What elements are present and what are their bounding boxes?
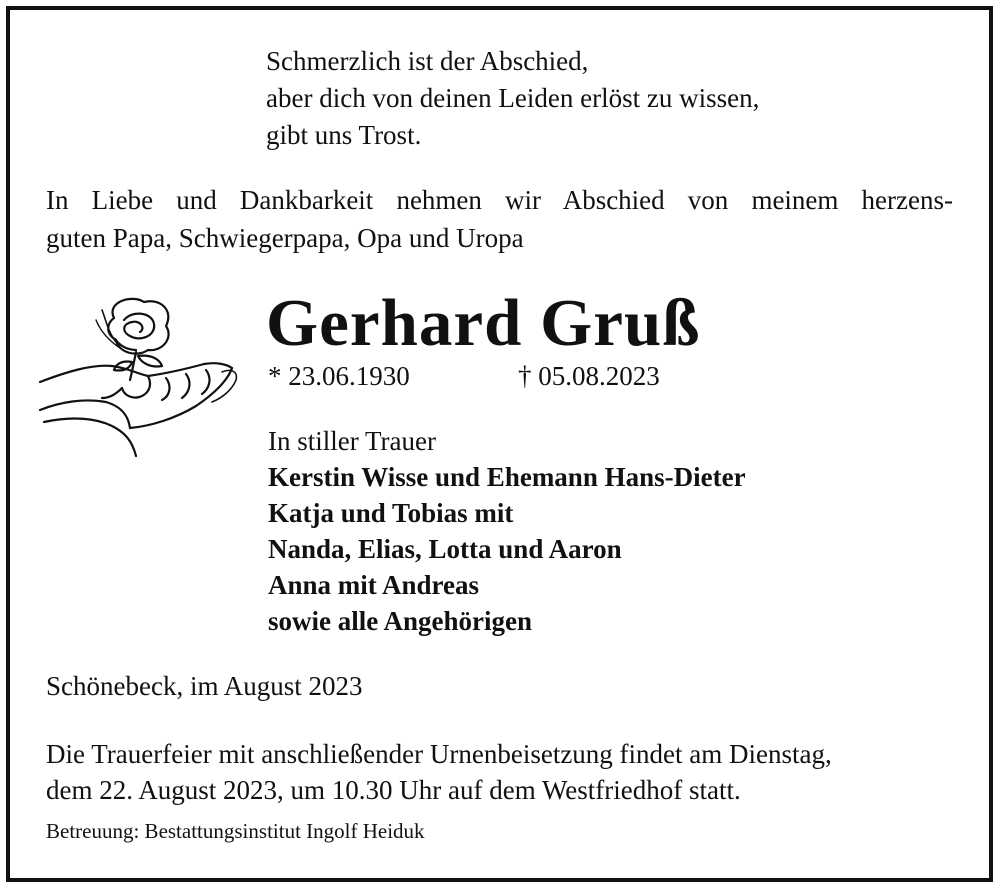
hand-holding-rose-icon <box>36 290 241 465</box>
mourner-line: Katja und Tobias mit <box>268 498 514 528</box>
mourner-line: Kerstin Wisse und Ehemann Hans-Dieter <box>268 462 746 492</box>
service-info <box>46 736 832 808</box>
service-line: Die Trauerfeier mit anschließender Urnenbeisetzung findet am Dienstag, <box>46 739 832 769</box>
verse-line: aber dich von deinen Leiden erlöst zu wissen, <box>266 83 760 113</box>
service-line: dem 22. August 2023, um 10.30 Uhr auf dem Westfriedhof statt. <box>46 775 741 805</box>
mourners-heading: In stiller Trauer <box>268 426 436 456</box>
mourner-line: sowie alle Angehörigen <box>268 606 532 636</box>
verse-line: Schmerzlich ist der Abschied, <box>266 46 589 76</box>
death-date: † 05.08.2023 <box>518 361 660 391</box>
verse-line: gibt uns Trost. <box>266 120 422 150</box>
birth-date: * 23.06.1930 <box>268 361 410 391</box>
intro-text <box>46 181 953 257</box>
mourner-line: Anna mit Andreas <box>268 570 480 600</box>
place-date: Schönebeck, im August 2023 <box>46 671 363 701</box>
verse <box>266 43 759 154</box>
intro-line: In Liebe und Dankbarkeit nehmen wir Abschied von meinem herzens- <box>46 185 953 215</box>
funeral-home-credit: Betreuung: Bestattungsinstitut Ingolf Heiduk <box>46 819 425 843</box>
mourner-line: Nanda, Elias, Lotta und Aaron <box>268 534 622 564</box>
deceased-name: Gerhard Gruß <box>266 286 701 360</box>
mourners-block <box>268 423 746 639</box>
obituary-notice <box>6 6 993 882</box>
intro-line: guten Papa, Schwiegerpapa, Opa und Uropa <box>46 223 524 253</box>
